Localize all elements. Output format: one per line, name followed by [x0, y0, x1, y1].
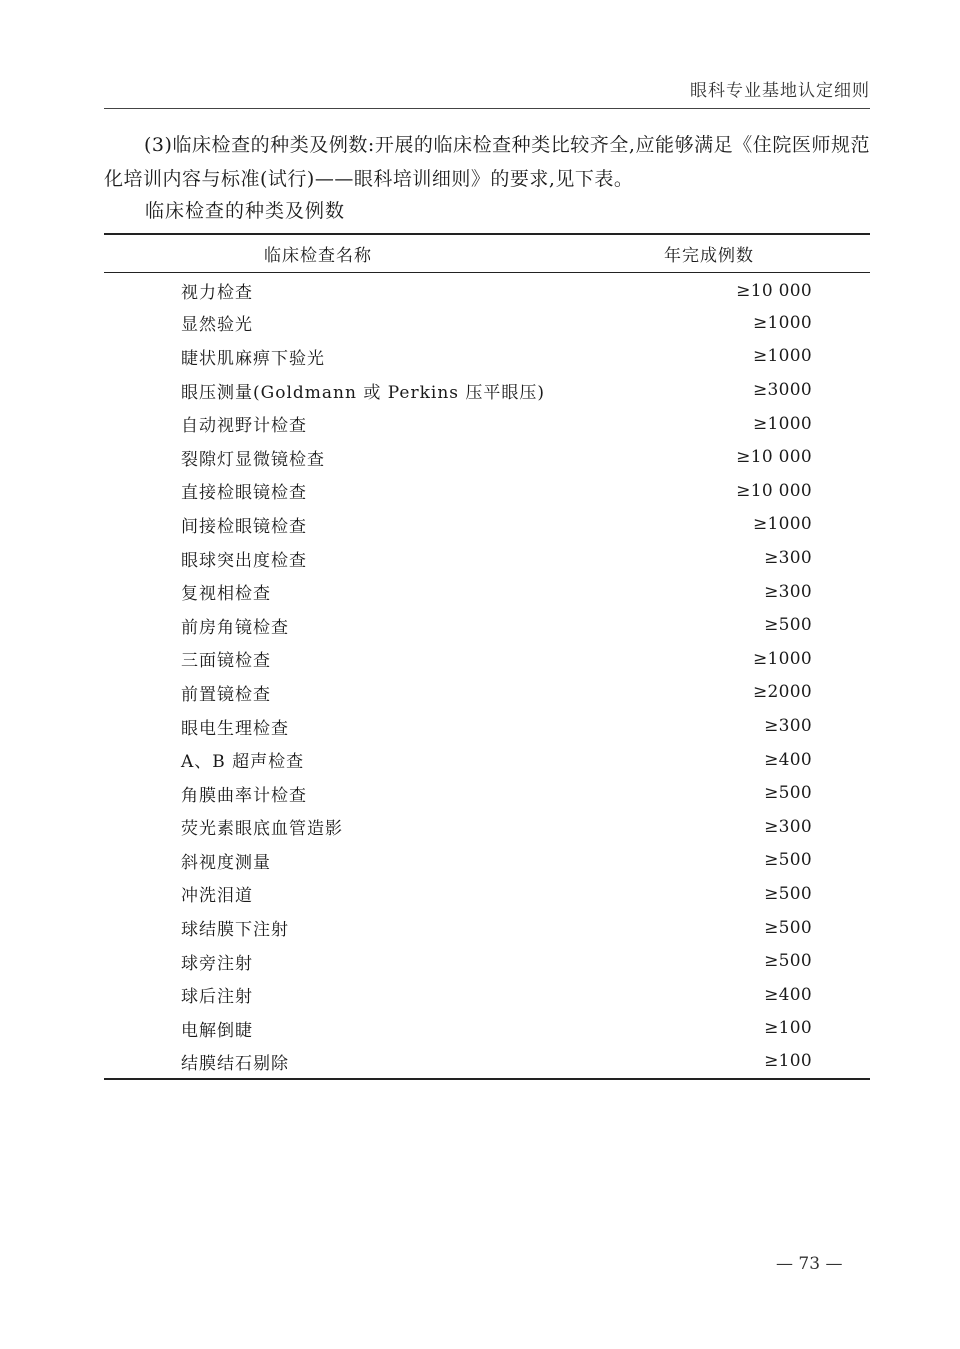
annual-count-cell: ≥1000 [752, 413, 812, 434]
table-row [104, 273, 870, 307]
exam-name-cell: 睫状肌麻痹下验光 [181, 348, 325, 369]
annual-count-cell: ≥2000 [752, 682, 812, 703]
table-row [104, 776, 870, 810]
annual-count-cell: ≥300 [764, 581, 812, 602]
annual-count-cell: ≥400 [764, 984, 812, 1005]
table-row [104, 373, 870, 407]
annual-count-cell: ≥300 [764, 716, 812, 737]
annual-count-cell: ≥500 [764, 917, 812, 938]
annual-count-cell: ≥1000 [752, 514, 812, 535]
table-row [104, 1045, 870, 1079]
table-caption: 临床检查的种类及例数 [145, 200, 346, 222]
annual-count-cell: ≥1000 [752, 346, 812, 367]
annual-count-cell: ≥500 [764, 615, 812, 636]
table-row [104, 911, 870, 945]
table-row [104, 978, 870, 1012]
header-rule [104, 108, 870, 109]
intro-paragraph: (3)临床检查的种类及例数:开展的临床检查种类比较齐全,应能够满足《住院医师规范化培训内容与标准(试行)——眼科培训细则》的要求,见下表。 [104, 134, 870, 190]
table-body [104, 273, 870, 1079]
exam-name-cell: A、B 超声检查 [181, 752, 305, 773]
table-row [104, 407, 870, 441]
exam-name-cell: 前房角镜检查 [181, 617, 289, 638]
exam-name-cell: 球后注射 [181, 987, 253, 1008]
table-header-row [104, 234, 870, 273]
exam-name-cell: 显然验光 [181, 315, 253, 336]
table-row [104, 508, 870, 542]
exam-name-cell: 斜视度测量 [181, 852, 271, 873]
table-row [104, 1012, 870, 1046]
exam-name-cell: 间接检眼镜检查 [181, 516, 307, 537]
table-row [104, 676, 870, 710]
table-row [104, 810, 870, 844]
annual-count-cell: ≥1000 [752, 312, 812, 333]
table-row [104, 844, 870, 878]
annual-count-cell: ≥100 [764, 1018, 812, 1039]
exam-name-cell: 眼电生理检查 [181, 718, 289, 739]
exam-name-cell: 裂隙灯显微镜检查 [181, 449, 325, 470]
header-exam-name: 临床检查名称 [264, 246, 372, 266]
page-number: — 73 — [776, 1254, 843, 1274]
annual-count-cell: ≥1000 [752, 648, 812, 669]
annual-count-cell: ≥300 [764, 816, 812, 837]
exam-table [104, 233, 870, 1080]
exam-table-container [104, 233, 870, 1080]
exam-name-cell: 球旁注射 [181, 953, 253, 974]
table-row [104, 709, 870, 743]
exam-name-cell: 冲洗泪道 [181, 886, 253, 907]
table-row [104, 944, 870, 978]
table-row [104, 440, 870, 474]
running-header: 眼科专业基地认定细则 [690, 81, 870, 101]
exam-name-cell: 角膜曲率计检查 [181, 785, 307, 806]
table-row [104, 575, 870, 609]
exam-name-cell: 结膜结石剔除 [181, 1053, 289, 1074]
annual-count-cell: ≥3000 [752, 380, 812, 401]
annual-count-cell: ≥400 [764, 749, 812, 770]
exam-name-cell: 自动视野计检查 [181, 416, 307, 437]
exam-name-cell: 荧光素眼底血管造影 [181, 819, 343, 840]
annual-count-cell: ≥300 [764, 548, 812, 569]
annual-count-cell: ≥500 [764, 951, 812, 972]
table-row [104, 608, 870, 642]
exam-name-cell: 直接检眼镜检查 [181, 483, 307, 504]
header-annual-count: 年完成例数 [664, 246, 754, 266]
table-row [104, 306, 870, 340]
annual-count-cell: ≥500 [764, 783, 812, 804]
annual-count-cell: ≥100 [764, 1051, 812, 1072]
table-row [104, 743, 870, 777]
exam-name-cell: 视力检查 [181, 283, 253, 304]
annual-count-cell: ≥10 000 [736, 280, 812, 301]
exam-name-cell: 眼球突出度检查 [181, 550, 307, 571]
table-row [104, 642, 870, 676]
exam-name-cell: 电解倒睫 [181, 1020, 253, 1041]
exam-name-cell: 前置镜检查 [181, 684, 271, 705]
table-row [104, 877, 870, 911]
annual-count-cell: ≥10 000 [736, 447, 812, 468]
exam-name-cell: 球结膜下注射 [181, 920, 289, 941]
exam-name-cell: 三面镜检查 [181, 651, 271, 672]
annual-count-cell: ≥500 [764, 850, 812, 871]
exam-name-cell: 眼压测量(Goldmann 或 Perkins 压平眼压) [181, 382, 546, 403]
annual-count-cell: ≥10 000 [736, 480, 812, 501]
table-row [104, 541, 870, 575]
table-row [104, 340, 870, 374]
exam-name-cell: 复视相检查 [181, 584, 271, 605]
annual-count-cell: ≥500 [764, 883, 812, 904]
table-row [104, 474, 870, 508]
